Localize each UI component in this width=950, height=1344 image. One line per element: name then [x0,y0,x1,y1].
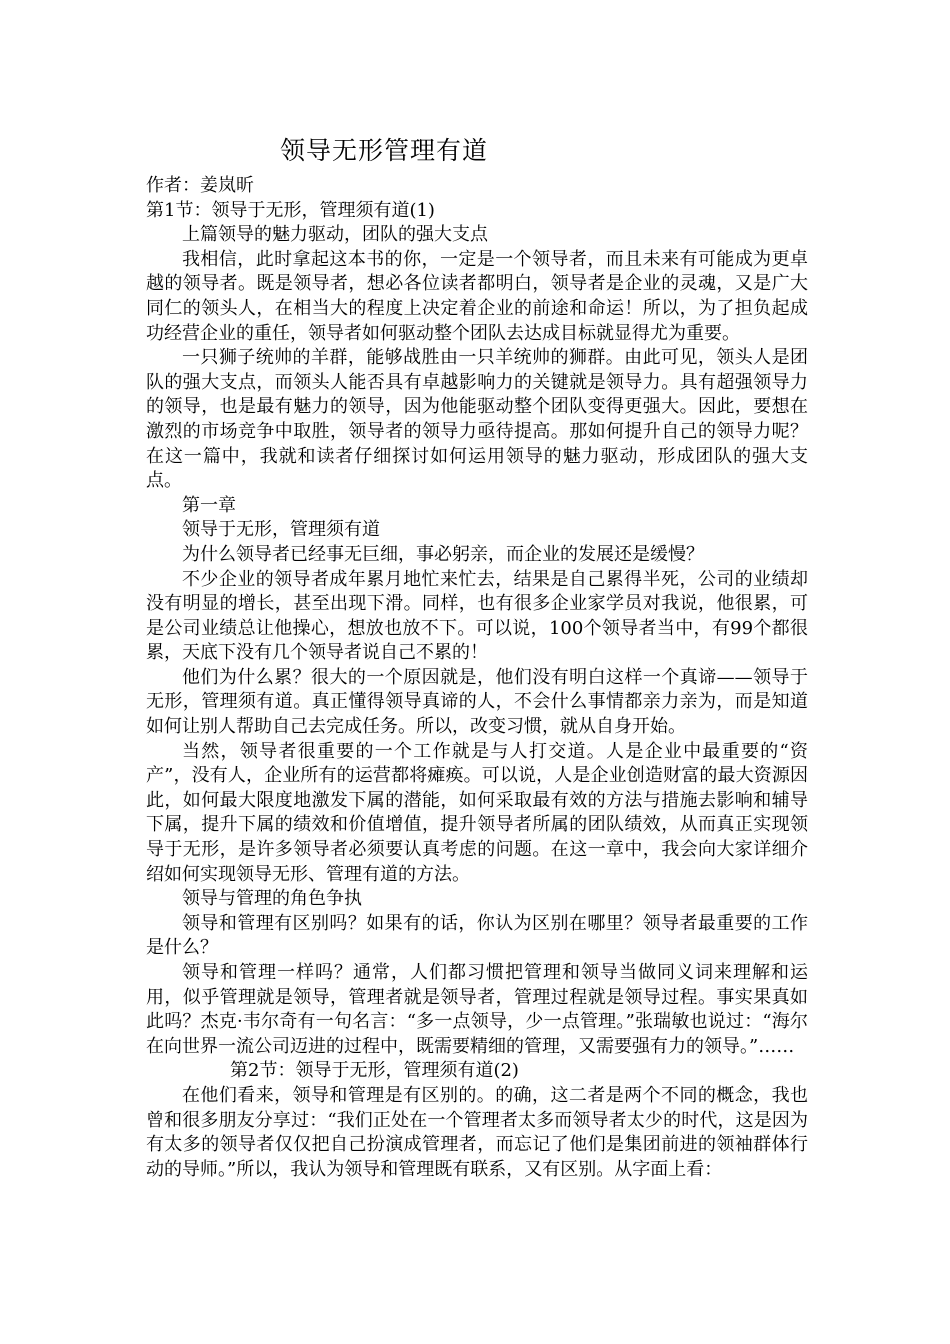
chapter-title: 领导于无形，管理须有道 [182,519,380,541]
section-heading-1: 第1节：领导于无形，管理须有道(1) [146,199,435,221]
chapter-number: 第一章 [182,494,236,516]
paragraph: 当然，领导者很重要的一个工作就是与人打交道。人是企业中最重要的“资产”，没有人，企业所有的运营都将瘫痪。可以说，人是企业创造财富的最大资源因此，如何最大限度地激发下属的潜能，如何采取最有效的方法与措施去影响和辅导下属，提升下属的绩效和价值增值，提升领导者所属的团队绩效，从而真正实现领导于无形，是许多领导者必须要认真考虑的问题。在这一章中，我会向大家详细介绍如何实现领导无形、管理有道的方法。 [146,740,808,885]
paragraph: 领导和管理一样吗？通常，人们都习惯把管理和领导当做同义词来理解和运用，似乎管理就是领导，管理者就是领导者，管理过程就是领导过程。事实果真如此吗？杰克·韦尔奇有一句名言：“多一点领导，少一点管理。”张瑞敏也说过：“海尔在向世界一流公司迈进的过程中，既需要精细的管理，又需要强有力的领导。”…… [146,962,808,1057]
paragraph: 我相信，此时拿起这本书的你，一定是一个领导者，而且未来有可能成为更卓越的领导者。既是领导者，想必各位读者都明白，领导者是企业的灵魂，又是广大同仁的领头人，在相当大的程度上决定着企业的前途和命运！所以，为了担负起成功经营企业的重任，领导者如何驱动整个团队去达成目标就显得尤为重要。 [146,248,808,344]
paragraph: 一只狮子统帅的羊群，能够战胜由一只羊统帅的狮群。由此可见，领头人是团队的强大支点，而领头人能否具有卓越影响力的关键就是领导力。具有超强领导力的领导，也是最有魅力的领导，因为他能驱动整个团队变得更强大。因此，要想在激烈的市场竞争中取胜，领导者的领导力亟待提高。那如何提升自己的领导力呢？在这一篇中，我就和读者仔细探讨如何运用领导的魅力驱动，形成团队的强大支点。 [146,347,808,492]
section-heading-2: 第2节：领导于无形，管理须有道(2) [230,1060,519,1082]
document-title: 领导无形管理有道 [280,136,489,165]
chapter-question: 为什么领导者已经事无巨细，事必躬亲，而企业的发展还是缓慢？ [182,543,704,565]
paragraph: 在他们看来，领导和管理是有区别的。的确，这二者是两个不同的概念，我也曾和很多朋友分享过：“我们正处在一个管理者太多而领导者太少的时代，这是因为有太多的领导者仅仅把自己扮演成管理者，而忘记了他们是集团前进的领袖群体行动的导师。”所以，我认为领导和管理既有联系，又有区别。从字面上看： [146,1084,808,1180]
document-page [146,128,808,1182]
part-heading: 上篇领导的魅力驱动，团队的强大支点 [182,224,488,246]
author-line: 作者：姜岚昕 [146,175,254,196]
subheading: 领导与管理的角色争执 [182,888,362,910]
paragraph: 领导和管理有区别吗？如果有的话，你认为区别在哪里？领导者最重要的工作是什么？ [146,912,808,959]
paragraph: 不少企业的领导者成年累月地忙来忙去，结果是自己累得半死，公司的业绩却没有明显的增长，甚至出现下滑。同样，也有很多企业家学员对我说，他很累，可是公司业绩总让他操心，想放也放不下。可以说，100个领导者当中，有99个都很累，天底下没有几个领导者说自己不累的！ [146,568,808,664]
paragraph: 他们为什么累？很大的一个原因就是，他们没有明白这样一个真谛——领导于无形，管理须有道。真正懂得领导真谛的人，不会什么事情都亲力亲为，而是知道如何让别人帮助自己去完成任务。所以，改变习惯，就从自身开始。 [146,666,808,738]
